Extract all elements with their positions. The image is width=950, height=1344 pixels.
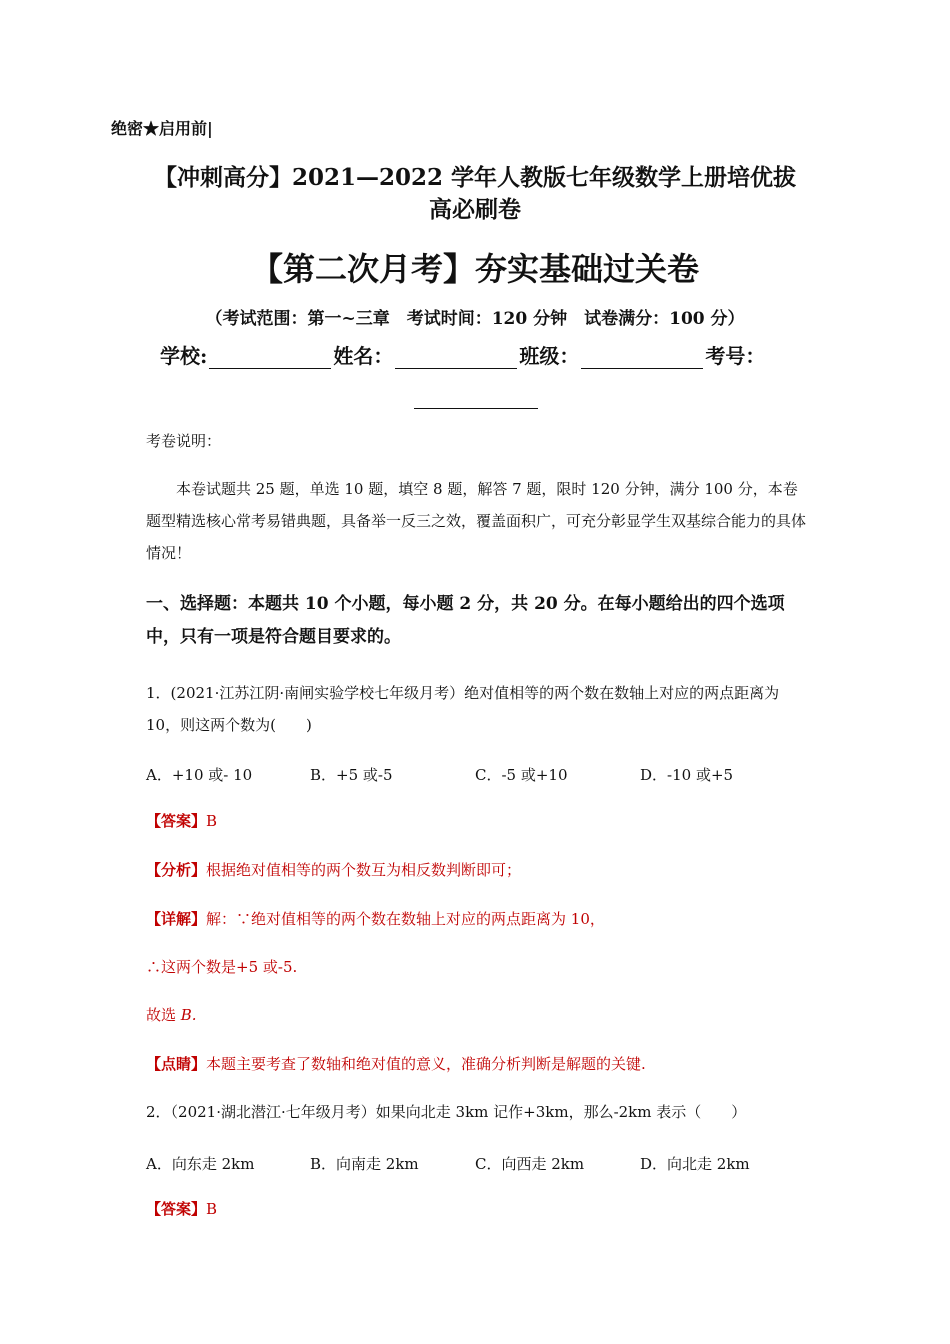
instructions-heading: 考卷说明： <box>146 432 222 450</box>
class-label: 班级： <box>519 344 580 368</box>
question-1-stem: 1．(2021·江苏江阴·南闸实验学校七年级月考）绝对值相等的两个数在数轴上对应的两点距离为 10，则这两个数为( ) <box>146 684 780 734</box>
q1-option-b: B．+5 或-5 <box>310 766 393 784</box>
q1-option-c: C．-5 或+10 <box>475 766 568 784</box>
q2-answer-label: 【答案】 <box>146 1200 207 1218</box>
exam-subtitle: 【第二次月考】夯实基础过关卷 <box>250 250 699 288</box>
q1-detail <box>146 903 605 935</box>
instructions-body: 本卷试题共 25 题，单选 10 题，填空 8 题，解答 7 题，限时 120 分钟，满分 100 分，本卷题型精选核心常考易错典题，具备举一反三之效，覆盖面积广，可充分彰显学生双基综合能力的具体情况！ <box>146 480 807 562</box>
q1-detail-label: 【详解】 <box>146 910 207 928</box>
question-2-stem: 2．（2021·湖北潜江·七年级月考）如果向北走 3km 记作+3km，那么-2km 表示（ ） <box>146 1103 747 1121</box>
q1-analysis <box>146 854 521 886</box>
q1-therefore: ∴这两个数是+5 或-5. <box>146 958 298 976</box>
school-label: 学校: <box>160 344 208 368</box>
q1-option-a: A．+10 或- 10 <box>146 766 253 784</box>
q1-choose-prefix: 故选 <box>146 1006 181 1024</box>
q1-analysis-label: 【分析】 <box>146 861 207 879</box>
number-label: 考号： <box>705 344 766 368</box>
q1-answer-value: B <box>206 812 218 830</box>
q2-option-b: B．向南走 2km <box>310 1155 419 1173</box>
name-blank <box>395 344 517 369</box>
q2-option-c: C．向西走 2km <box>475 1155 585 1173</box>
q1-answer-label: 【答案】 <box>146 812 207 830</box>
number-blank <box>414 386 538 409</box>
q1-choose <box>146 999 197 1031</box>
q1-choose-value: B. <box>180 1006 197 1024</box>
q2-answer-value: B <box>206 1200 218 1218</box>
exam-scope: （考试范围：第一~三章 考试时间：120 分钟 试卷满分：100 分） <box>205 309 745 329</box>
exam-title <box>0 162 950 226</box>
q2-option-a: A．向东走 2km <box>146 1155 255 1173</box>
q1-comment-label: 【点睛】 <box>146 1055 207 1073</box>
q1-answer <box>146 805 217 837</box>
exam-title-line1: 【冲刺高分】2021—2022 学年人教版七年级数学上册培优拔 <box>153 164 797 191</box>
name-label: 姓名： <box>333 344 394 368</box>
q2-option-d: D．向北走 2km <box>640 1155 750 1173</box>
section-title: 一、选择题：本题共 10 个小题，每小题 2 分，共 20 分。在每小题给出的四个选项中，只有一项是符合题目要求的。 <box>146 594 785 647</box>
student-info-fields <box>160 340 765 369</box>
q1-detail-text: 解：∵绝对值相等的两个数在数轴上对应的两点距离为 10， <box>206 910 605 928</box>
q1-option-d: D．-10 或+5 <box>640 766 734 784</box>
q1-comment-text: 本题主要考查了数轴和绝对值的意义，准确分析判断是解题的关键. <box>206 1055 646 1073</box>
exam-title-line2: 高必刷卷 <box>429 196 521 223</box>
q1-comment <box>146 1048 646 1080</box>
confidential-mark: 绝密★启用前| <box>111 119 213 138</box>
q1-analysis-text: 根据绝对值相等的两个数互为相反数判断即可； <box>206 861 522 879</box>
q2-answer <box>146 1193 217 1225</box>
class-blank <box>581 344 703 369</box>
school-blank <box>209 344 331 369</box>
